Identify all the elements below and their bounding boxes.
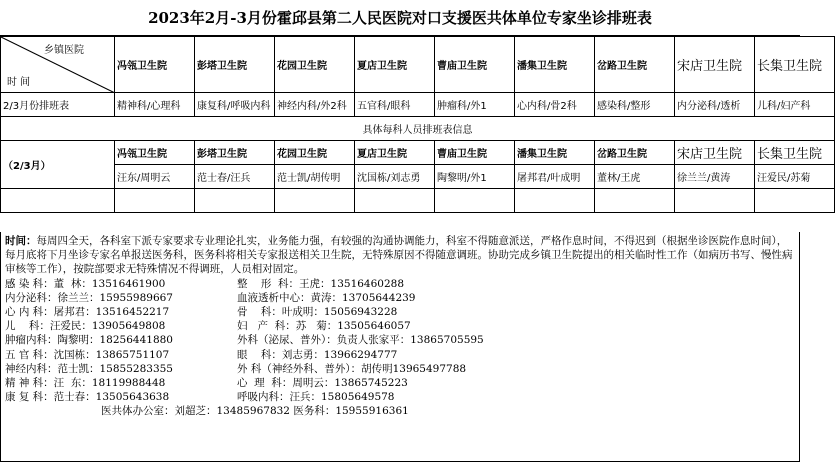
contact-right: 外科（泌尿、普外）：负责人张家平：13865705595 xyxy=(237,334,484,347)
hospital-name: 潘集卫生院 xyxy=(515,37,595,93)
row-label: 2/3月份排班表 xyxy=(1,93,115,117)
contact-right: 外 科（神经外科、普外）：胡传明13965497788 xyxy=(237,362,467,375)
hospital-name: 彭塔卫生院 xyxy=(195,141,275,165)
staff-cell: 沈国栋/刘志勇 xyxy=(355,165,435,189)
diag-top-label: 乡镇医院 xyxy=(44,45,84,56)
dept-cell: 神经内科/外2科 xyxy=(275,93,355,117)
staff-cell: 汪爱民/苏菊 xyxy=(755,165,835,189)
notes-section xyxy=(0,232,800,462)
dept-cell: 精神科/心理科 xyxy=(115,93,195,117)
staff-cell: 董林/王虎 xyxy=(595,165,675,189)
contact-line xyxy=(5,319,795,333)
contact-right: 眼 科：刘志勇：13966294777 xyxy=(237,348,398,361)
contact-line xyxy=(5,277,795,291)
dept-cell: 康复科/呼吸内科 xyxy=(195,93,275,117)
hospital-name: 夏店卫生院 xyxy=(355,37,435,93)
office-contact: 医共体办公室：刘超芝：13485967832 医务科：15955916361 xyxy=(101,405,409,418)
hospital-header-row-2 xyxy=(1,141,835,165)
hospital-name: 岔路卫生院 xyxy=(595,37,675,93)
contact-right: 血液透析中心：黄涛：13705644239 xyxy=(237,291,416,304)
contact-line xyxy=(5,348,795,362)
hospital-name: 冯瓴卫生院 xyxy=(115,141,195,165)
dept-cell: 五官科/眼科 xyxy=(355,93,435,117)
contact-right: 呼吸内科：汪兵：15805649578 xyxy=(237,391,395,404)
contact-right: 妇 产 科：苏 菊：13505646057 xyxy=(237,320,411,333)
notes-text: 每周四全天，各科室下派专家要求专业理论扎实，业务能力强，有较强的沟通协调能力，科室不得随意派送，严格作息时间，不得迟到（根据坐诊医院作息时间），每月底将下月坐诊专家名单报送医务科，医务科将相关专家报送相关卫生院，无特殊原因不得随意调班。协助完成乡镇卫生院提出的相关临时性工作（如病历书写、慢性病审核等工作），按院部要求无特殊情况不得调班，人员相对固定。 xyxy=(5,235,793,276)
contact-line xyxy=(5,390,795,404)
staff-cell: 屠邦君/叶成明 xyxy=(515,165,595,189)
contact-left: 肿瘤内科：陶黎明：18256441880 xyxy=(5,334,173,347)
dept-cell: 内分泌科/透析 xyxy=(675,93,755,117)
hospital-name: 花园卫生院 xyxy=(275,141,355,165)
names-row-label: （2/3月） xyxy=(1,141,115,189)
contact-list xyxy=(5,277,795,405)
contact-left: 神经内科：范士凯：15855283355 xyxy=(5,362,173,375)
page-title: 2023年2月-3月份霍邱县第二人民医院对口支援医共体单位专家坐诊排班表 xyxy=(0,0,800,36)
contact-right: 整 形 科：王虎：13516460288 xyxy=(237,277,405,290)
contact-line xyxy=(5,305,795,319)
diagonal-header-cell xyxy=(1,37,115,93)
notes-paragraph xyxy=(5,234,795,277)
info-caption: 具体每科人员排班表信息 xyxy=(1,117,835,141)
schedule-table xyxy=(0,36,835,213)
contact-left: 内分泌科：徐兰兰：15955989667 xyxy=(5,291,173,304)
info-row xyxy=(1,117,835,141)
contact-line xyxy=(5,362,795,376)
contact-line xyxy=(5,333,795,347)
dept-cell: 感染科/整形 xyxy=(595,93,675,117)
dept-cell: 肿瘤科/外1 xyxy=(435,93,515,117)
hospital-name: 彭塔卫生院 xyxy=(195,37,275,93)
hospital-name: 冯瓴卫生院 xyxy=(115,37,195,93)
contact-right: 心 理 科：周明云：13865745223 xyxy=(237,376,408,389)
staff-names-row xyxy=(1,165,835,189)
contact-left: 感 染 科：董 林：13516461900 xyxy=(5,277,166,290)
diag-bottom-label: 时 间 xyxy=(7,77,31,88)
contact-right: 骨 科：叶成明：15056943228 xyxy=(237,305,398,318)
hospital-name: 宋店卫生院 xyxy=(675,141,755,165)
staff-cell: 陶黎明/外1 xyxy=(435,165,515,189)
contact-left: 康 复 科：范士春：13505643638 xyxy=(5,391,170,404)
hospital-name: 岔路卫生院 xyxy=(595,141,675,165)
time-label: 时间： xyxy=(5,235,37,247)
hospital-header-row xyxy=(1,37,835,93)
staff-cell: 范士春/汪兵 xyxy=(195,165,275,189)
hospital-name: 潘集卫生院 xyxy=(515,141,595,165)
hospital-name: 夏店卫生院 xyxy=(355,141,435,165)
dept-cell: 儿科/妇产科 xyxy=(755,93,835,117)
blank-row xyxy=(1,189,835,213)
contact-line xyxy=(5,376,795,390)
contact-line xyxy=(5,291,795,305)
staff-cell: 汪东/周明云 xyxy=(115,165,195,189)
contact-left: 儿 科：汪爱民：13905649808 xyxy=(5,320,166,333)
hospital-name: 宋店卫生院 xyxy=(675,37,755,93)
dept-schedule-row xyxy=(1,93,835,117)
staff-cell: 徐兰兰/黄涛 xyxy=(675,165,755,189)
hospital-name: 曹庙卫生院 xyxy=(435,37,515,93)
contact-left: 心 内 科：屠邦君：13516452217 xyxy=(5,305,170,318)
hospital-name: 长集卫生院 xyxy=(755,37,835,93)
dept-cell: 心内科/骨2科 xyxy=(515,93,595,117)
hospital-name: 曹庙卫生院 xyxy=(435,141,515,165)
contact-left: 精 神 科：汪 东：18119988448 xyxy=(5,376,166,389)
hospital-name: 长集卫生院 xyxy=(755,141,835,165)
staff-cell: 范士凯/胡传明 xyxy=(275,165,355,189)
hospital-name: 花园卫生院 xyxy=(275,37,355,93)
contact-left: 五 官 科：沈国栋：13865751107 xyxy=(5,348,170,361)
